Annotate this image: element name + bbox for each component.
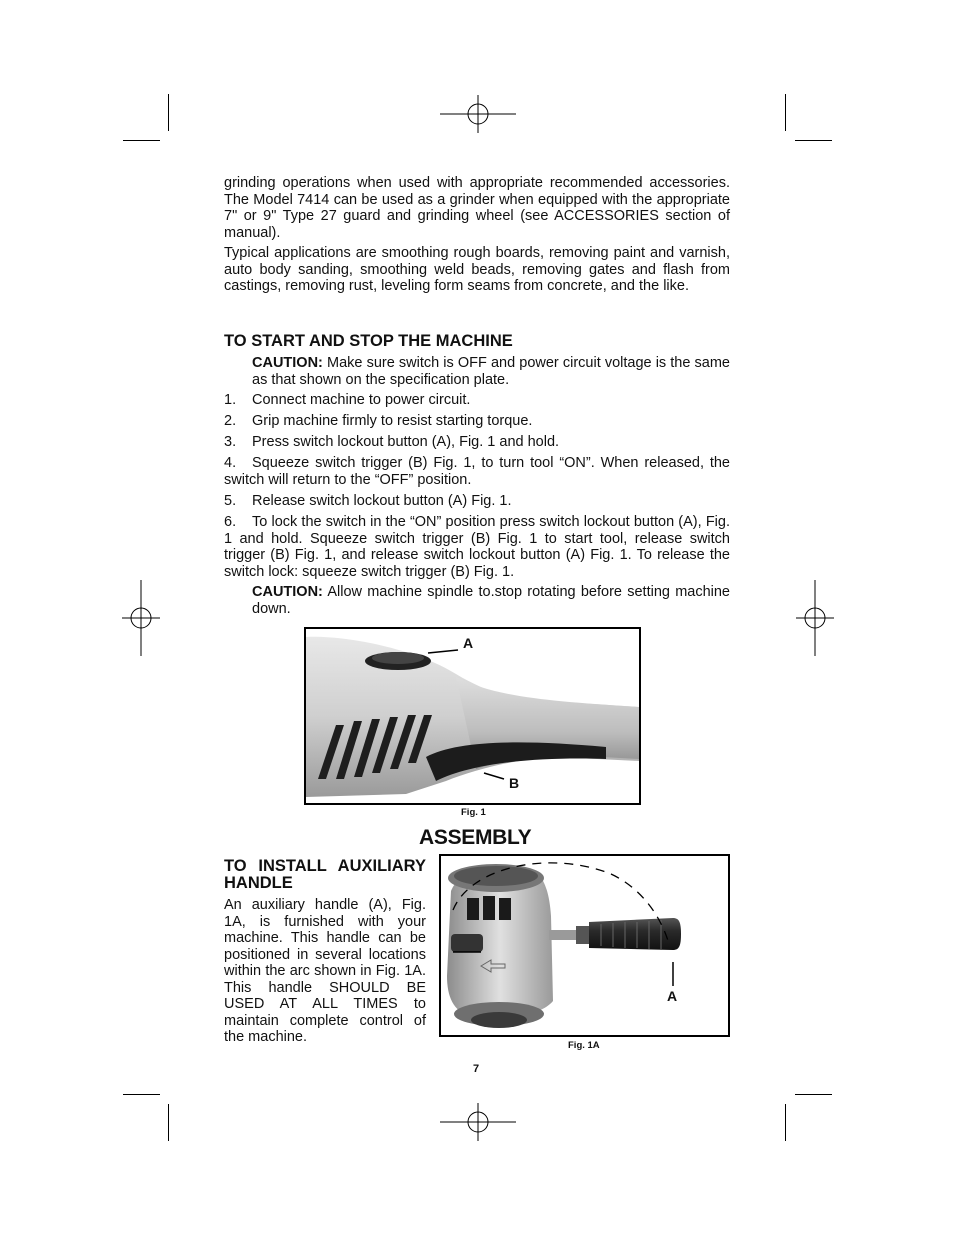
caution-1-text: Make sure switch is OFF and power circuit voltage is the same as that shown on the specification plate. (252, 355, 730, 388)
caution-1-label: CAUTION: (252, 355, 323, 371)
step-number: 6. (224, 514, 237, 530)
step-text: To lock the switch in the “ON” position press switch lockout button (A), Fig. 1 and hold. Squeeze switch trigger (B) Fig. 1 to start tool, release switch trigger (B) Fig. 1, and release switch lockout button (A) Fig. 1. To release the switch lock: squeeze switch trigger (B) Fig. 1. (224, 514, 730, 580)
fig1-label-b: B (509, 775, 520, 791)
step-number: 5. (224, 493, 237, 509)
aux-handle-body: An auxiliary handle (A), Fig. 1A, is furnished with your machine. This handle can be positioned in several locations within the arc shown in Fig. 1A. This handle SHOULD BE USED AT ALL TIMES to maintain complete control of the machine. (224, 897, 426, 1045)
fig1a-caption: Fig. 1A (568, 1040, 600, 1051)
step-1 (224, 392, 730, 409)
step-text: Connect machine to power circuit. (252, 392, 471, 408)
aux-handle-heading: TO INSTALL AUXILIARY HANDLE (224, 857, 426, 892)
figure-1a (439, 854, 730, 1037)
step-number: 2. (224, 413, 237, 429)
caution-2 (252, 584, 730, 617)
step-5 (224, 493, 730, 510)
fig1-label-a: A (463, 635, 474, 651)
registration-target-bottom (440, 1103, 516, 1141)
caution-2-label: CAUTION: (252, 584, 323, 600)
start-stop-heading: TO START AND STOP THE MACHINE (224, 332, 513, 350)
step-number: 4. (224, 455, 237, 471)
registration-target-top (440, 95, 516, 133)
fig1-caption: Fig. 1 (461, 807, 486, 818)
step-3 (224, 434, 730, 451)
assembly-title: ASSEMBLY (419, 826, 532, 849)
step-text: Squeeze switch trigger (B) Fig. 1, to turn tool “ON”. When released, the switch will return to the “OFF” position. (224, 455, 730, 488)
figure-1 (304, 627, 641, 805)
caution-2-text: Allow machine spindle to.stop rotating before setting machine down. (252, 584, 730, 617)
intro-paragraph-1: grinding operations when used with appropriate recommended accessories. The Model 7414 can be used as a grinder when equipped with the appropriate 7" or 9" Type 27 guard and grinding wheel (see ACCESSORIES section of manual). (224, 175, 730, 241)
registration-target-right (796, 580, 834, 656)
caution-1 (252, 355, 730, 388)
fig1a-label-a: A (667, 988, 678, 1004)
step-number: 3. (224, 434, 237, 450)
step-text: Grip machine firmly to resist starting torque. (252, 413, 533, 429)
step-6 (224, 514, 730, 580)
grinder-switch-photo (306, 629, 639, 803)
step-2 (224, 413, 730, 430)
registration-target-left (122, 580, 160, 656)
step-4 (224, 455, 730, 488)
intro-paragraph-2: Typical applications are smoothing rough boards, removing paint and varnish, auto body sanding, smoothing weld beads, removing gates and flash from castings, removing rust, leveling form seams from concrete, and the like. (224, 245, 730, 294)
step-number: 1. (224, 392, 237, 408)
step-text: Release switch lockout button (A) Fig. 1. (252, 493, 512, 509)
grinder-aux-handle-photo (441, 856, 728, 1035)
step-text: Press switch lockout button (A), Fig. 1 and hold. (252, 434, 560, 450)
page-number: 7 (473, 1063, 480, 1075)
